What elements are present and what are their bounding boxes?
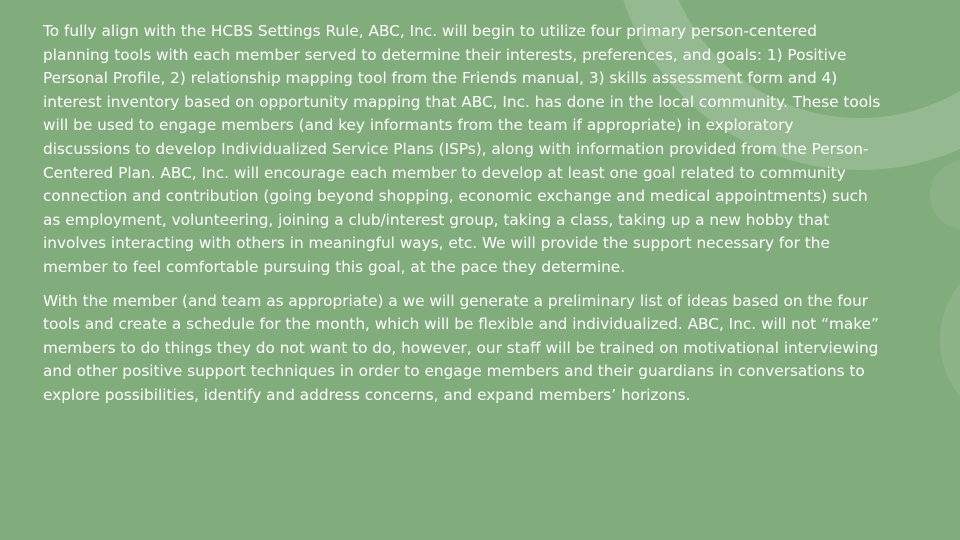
slide-body (43, 20, 883, 408)
body-paragraph: With the member (and team as appropriate) a we will generate a preliminary list of ideas based on the four tools and create a schedule for the month, which will be flexible and individualized. ABC, Inc. will not “make” members to do things they do not want to do, however, our staff will be trained on motivational interviewing and other positive support techniques in order to engage members and their guardians in conversations to explore possibilities, identify and address concerns, and expand members’ horizons. (43, 291, 879, 404)
decorative-circle-small (930, 160, 960, 230)
body-paragraph: To fully align with the HCBS Settings Rule, ABC, Inc. will begin to utilize four primary person-centered planning tools with each member served to determine their interests, preferences, and goals: 1) Positive Personal Profile, 2) relationship mapping tool from the Friends manual, 3) skills assessment form and 4) interest inventory based on opportunity mapping that ABC, Inc. has done in the local community. These tools will be used to engage members (and key informants from the team if appropriate) in exploratory discussions to develop Individualized Service Plans (ISPs), along with information provided from the Person-Centered Plan. ABC, Inc. will encourage each member to develop at least one goal related to community connection and contribution (going beyond shopping, economic exchange and medical appointments) such as employment, volunteering, joining a club/interest group, taking a class, taking up a new hobby that involves interacting with others in meaningful ways, etc. We will provide the support necessary for the member to feel comfortable pursuing this goal, at the pace they determine. (43, 22, 881, 276)
decorative-circle (940, 250, 960, 430)
